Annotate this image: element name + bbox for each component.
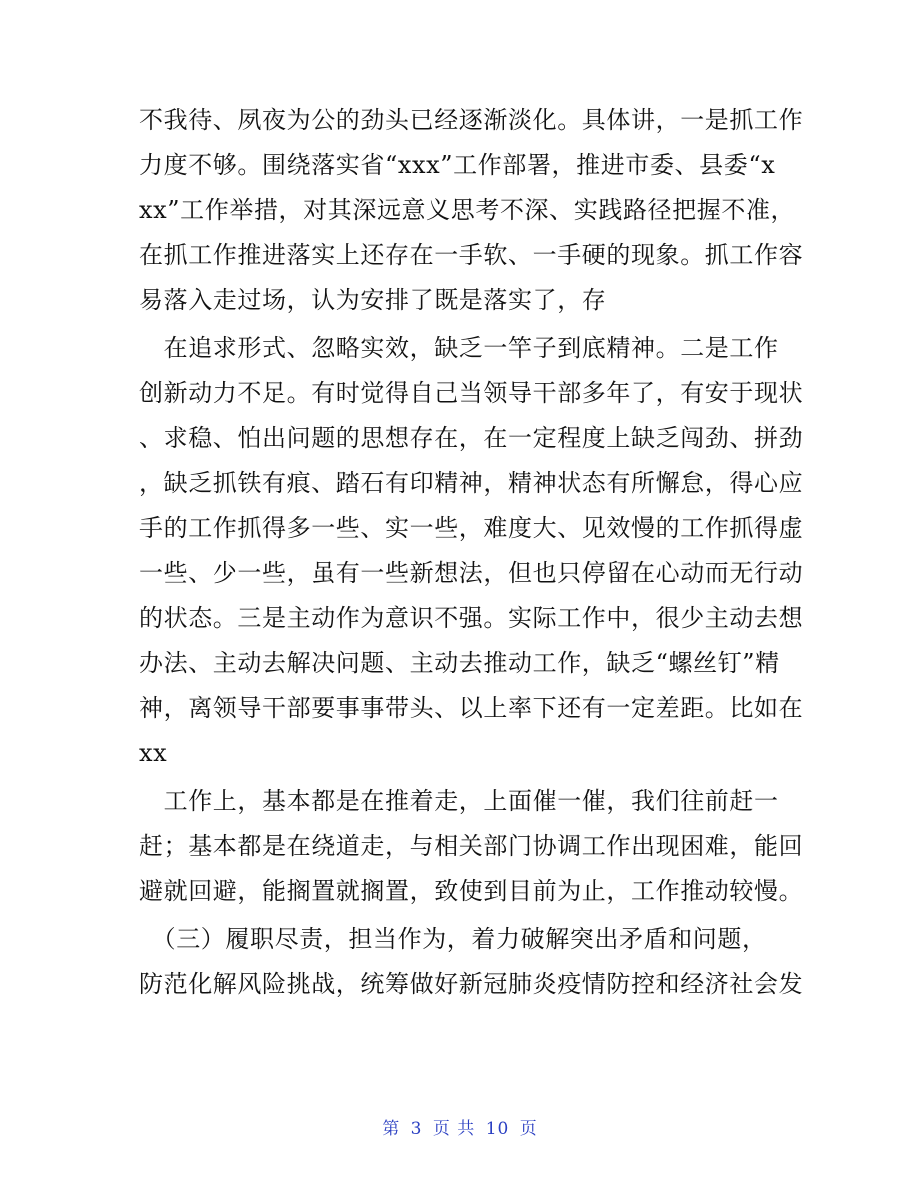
body-text-line: 一些、少一些，虽有一些新想法，但也只停留在心动而无行动	[139, 559, 804, 587]
footer-page-number: 3	[410, 1119, 423, 1139]
body-text-line: 工作上，基本都是在推着走，上面催一催，我们往前赶一	[139, 787, 779, 815]
body-text-line: 力度不够。围绕落实省“xxx”工作部署，推进市委、县委“x	[139, 151, 776, 179]
body-text-line: xx	[139, 739, 168, 767]
footer-mid: 页 共	[432, 1119, 476, 1139]
body-text-line: 在抓工作推进落实上还存在一手软、一手硬的现象。抓工作容	[139, 241, 804, 269]
body-text-line: 不我待、夙夜为公的劲头已经逐渐淡化。具体讲，一是抓工作	[139, 106, 804, 134]
body-text-line: 、求稳、怕出问题的思想存在，在一定程度上缺乏闯劲、拼劲	[139, 424, 804, 452]
footer-prefix: 第	[382, 1119, 401, 1139]
body-text-line: ，缺乏抓铁有痕、踏石有印精神，精神状态有所懈怠，得心应	[139, 469, 804, 497]
body-text-line: 创新动力不足。有时觉得自己当领导干部多年了，有安于现状	[139, 379, 804, 407]
body-text-line: 避就回避，能搁置就搁置，致使到目前为止，工作推动较慢。	[139, 877, 804, 905]
footer-total-pages: 10	[485, 1119, 510, 1139]
body-text-line: 手的工作抓得多一些、实一些，难度大、见效慢的工作抓得虚	[139, 514, 804, 542]
body-text-line: 防范化解风险挑战，统筹做好新冠肺炎疫情防控和经济社会发	[139, 970, 804, 998]
body-text-line: （三）履职尽责，担当作为，着力破解突出矛盾和问题，	[139, 925, 767, 953]
body-text-line: 赶；基本都是在绕道走，与相关部门协调工作出现困难，能回	[139, 832, 804, 860]
body-text-line: 的状态。三是主动作为意识不强。实际工作中，很少主动去想	[139, 604, 804, 632]
page-footer	[0, 1114, 920, 1139]
body-text-line: 在追求形式、忽略实效，缺乏一竿子到底精神。二是工作	[139, 334, 779, 362]
body-text-line: 易落入走过场，认为安排了既是落实了，存	[139, 286, 607, 314]
body-text-line: 神，离领导干部要事事带头、以上率下还有一定差距。比如在	[139, 694, 804, 722]
body-text-line: xx”工作举措，对其深远意义思考不深、实践路径把握不准，	[139, 196, 796, 224]
footer-suffix: 页	[519, 1119, 538, 1139]
body-text-line: 办法、主动去解决问题、主动去推动工作，缺乏“螺丝钉”精	[139, 649, 780, 677]
